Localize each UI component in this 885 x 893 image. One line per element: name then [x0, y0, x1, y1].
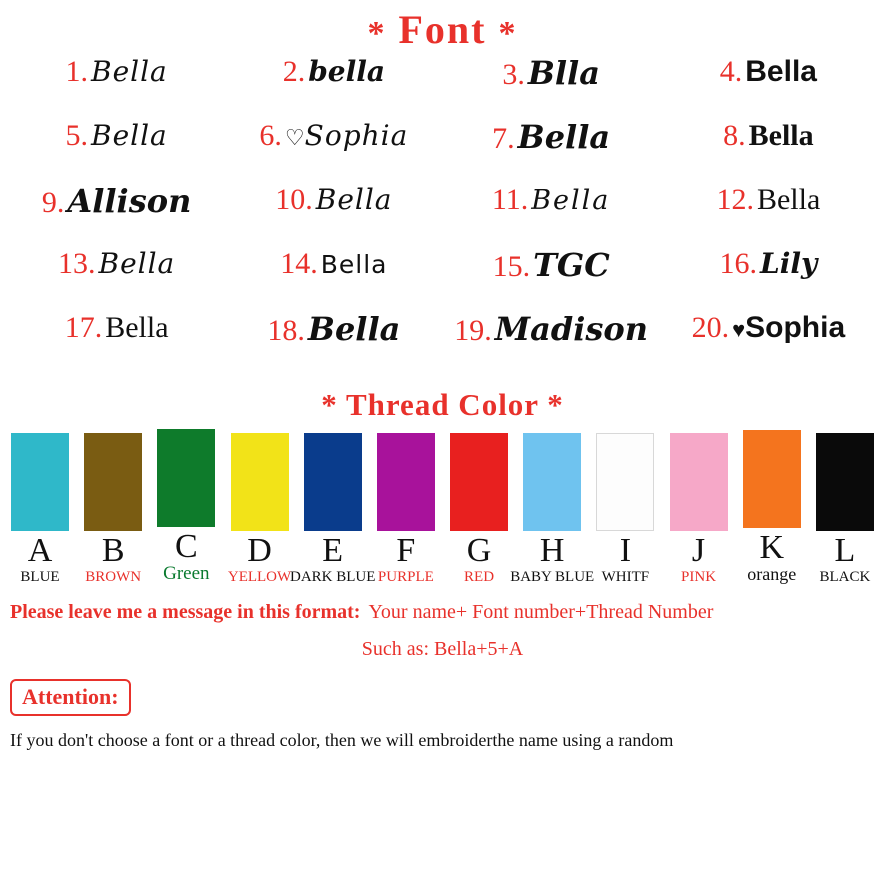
thread-color-name: orange: [747, 564, 797, 585]
thread-option-l[interactable]: [815, 433, 875, 585]
color-swatch[interactable]: [84, 433, 142, 531]
thread-letter: F: [396, 531, 416, 569]
font-option-18[interactable]: [225, 313, 442, 377]
font-option-6[interactable]: [225, 121, 442, 185]
font-option-1[interactable]: [8, 57, 225, 121]
thread-swatch-row: [0, 429, 885, 586]
font-sample-name: Madison: [494, 312, 649, 348]
thread-option-a[interactable]: [10, 433, 70, 585]
font-option-20[interactable]: [660, 313, 877, 377]
font-option-13[interactable]: [8, 249, 225, 313]
heart-icon: ♥: [732, 316, 746, 342]
font-sample-name: Bella: [756, 184, 821, 216]
font-number: 16.: [719, 248, 757, 280]
font-option-7[interactable]: [443, 121, 660, 185]
thread-option-i[interactable]: [595, 433, 655, 585]
thread-option-e[interactable]: [289, 433, 376, 585]
color-swatch[interactable]: [743, 430, 801, 528]
font-option-5[interactable]: [8, 121, 225, 185]
thread-option-h[interactable]: [510, 433, 595, 585]
font-sample-name: Bella: [320, 249, 388, 279]
thread-letter: I: [619, 531, 632, 569]
font-option-9[interactable]: [8, 185, 225, 249]
color-swatch[interactable]: [523, 433, 581, 531]
thread-color-name: Green: [163, 563, 210, 585]
thread-color-name: WHITF: [601, 568, 650, 585]
message-format-line: [0, 601, 885, 624]
thread-color-name: BLACK: [819, 568, 871, 585]
font-number: 18.: [267, 313, 305, 347]
font-sample-name: Bella: [745, 56, 817, 88]
font-number: 14.: [280, 248, 318, 280]
star-right-icon: *: [547, 386, 564, 422]
thread-color-section-title: [0, 387, 885, 423]
attention-badge: [10, 679, 131, 716]
heart-icon: ♡: [284, 124, 305, 150]
font-samples-grid: [0, 55, 885, 377]
thread-letter: B: [101, 531, 125, 569]
thread-color-name: BLUE: [20, 568, 60, 585]
thread-letter: J: [691, 531, 706, 569]
font-number: 5.: [65, 120, 88, 152]
font-sample-name: Bella: [517, 120, 611, 156]
font-option-12[interactable]: [660, 185, 877, 249]
font-option-19[interactable]: [443, 313, 660, 377]
thread-color-name: PURPLE: [377, 568, 434, 585]
font-sample-name: Bella: [307, 312, 401, 348]
font-option-15[interactable]: [443, 249, 660, 313]
font-number: 13.: [58, 248, 96, 280]
font-number: 2.: [282, 56, 306, 88]
font-sample-name: Sophia: [745, 312, 846, 344]
font-sample-name: TGC: [533, 248, 610, 284]
font-option-3[interactable]: [443, 57, 660, 121]
message-format-label: Please leave me a message in this format:: [10, 601, 361, 624]
thread-letter: C: [175, 527, 198, 565]
thread-color-name: YELLOW: [227, 568, 292, 585]
font-number: 8.: [723, 120, 746, 152]
thread-option-j[interactable]: [669, 433, 729, 585]
font-number: 15.: [492, 249, 531, 283]
font-option-8[interactable]: [660, 121, 877, 185]
attention-wrapper: [0, 679, 885, 716]
font-number: 19.: [454, 313, 492, 347]
font-sample-name: Bella: [748, 120, 814, 152]
font-section-title: [0, 8, 885, 53]
thread-color-name: DARK BLUE: [289, 568, 376, 585]
font-option-16[interactable]: [660, 249, 877, 313]
star-right-icon: *: [498, 15, 518, 53]
color-swatch[interactable]: [304, 433, 362, 531]
thread-option-k[interactable]: [742, 430, 802, 585]
font-sample-name: bella: [308, 56, 386, 88]
thread-letter: G: [466, 531, 492, 569]
font-option-2[interactable]: [225, 57, 442, 121]
thread-letter: A: [27, 531, 53, 569]
font-option-11[interactable]: [443, 185, 660, 249]
font-number: 12.: [716, 184, 754, 216]
font-sample-name: Bella: [531, 184, 611, 216]
thread-letter: D: [247, 531, 272, 569]
font-number: 7.: [492, 121, 515, 155]
thread-option-c[interactable]: [156, 429, 216, 586]
font-sample-name: Bella: [91, 56, 168, 88]
font-sample-name: Bella: [315, 184, 393, 216]
font-option-4[interactable]: [660, 57, 877, 121]
font-title-text: Font: [398, 7, 487, 52]
thread-letter: L: [834, 531, 856, 569]
star-left-icon: *: [321, 386, 338, 422]
thread-option-d[interactable]: [227, 433, 292, 585]
font-option-17[interactable]: [8, 313, 225, 377]
thread-color-name: RED: [464, 568, 495, 585]
star-left-icon: *: [367, 15, 387, 53]
message-example: Such as: Bella+5+A: [361, 638, 524, 661]
color-swatch[interactable]: [231, 433, 289, 531]
thread-color-name: PINK: [681, 568, 717, 585]
color-swatch[interactable]: [816, 433, 874, 531]
message-format-value: Your name+ Font number+Thread Number: [368, 601, 714, 624]
thread-letter: K: [759, 528, 784, 566]
color-swatch[interactable]: [377, 433, 435, 531]
thread-letter: H: [539, 531, 565, 569]
font-sample-name: Blla: [527, 56, 600, 92]
color-swatch[interactable]: [450, 433, 508, 531]
font-number: 9.: [41, 185, 65, 219]
thread-option-b[interactable]: [83, 433, 143, 585]
thread-color-name: BROWN: [85, 568, 142, 585]
font-sample-name: Allison: [67, 184, 192, 220]
thread-color-name: BABY BLUE: [510, 568, 595, 585]
color-swatch[interactable]: [596, 433, 654, 531]
font-option-14[interactable]: [225, 249, 442, 313]
thread-option-f[interactable]: [376, 433, 436, 585]
color-swatch[interactable]: [670, 433, 728, 531]
font-number: 17.: [64, 312, 103, 344]
attention-label: Attention:: [22, 684, 119, 710]
font-number: 4.: [719, 56, 743, 88]
color-swatch[interactable]: [157, 429, 215, 527]
attention-note: If you don't choose a font or a thread color, then we will embroiderthe name using a random: [10, 730, 674, 751]
thread-letter: E: [322, 531, 344, 569]
thread-option-g[interactable]: [449, 433, 509, 585]
font-sample-name: Sophia: [304, 120, 409, 152]
font-option-10[interactable]: [225, 185, 442, 249]
font-sample-name: Bella: [91, 120, 168, 152]
font-number: 10.: [275, 184, 313, 216]
font-number: 1.: [65, 56, 88, 88]
font-number: 11.: [491, 184, 529, 216]
font-number: 20.: [691, 312, 730, 344]
font-number: 3.: [502, 57, 525, 91]
font-sample-name: Bella: [105, 312, 169, 344]
color-swatch[interactable]: [11, 433, 69, 531]
font-sample-name: Bella: [98, 248, 176, 280]
thread-title-text: Thread Color: [345, 386, 539, 422]
font-number: 6.: [259, 120, 282, 152]
font-sample-name: Lily: [760, 248, 818, 280]
